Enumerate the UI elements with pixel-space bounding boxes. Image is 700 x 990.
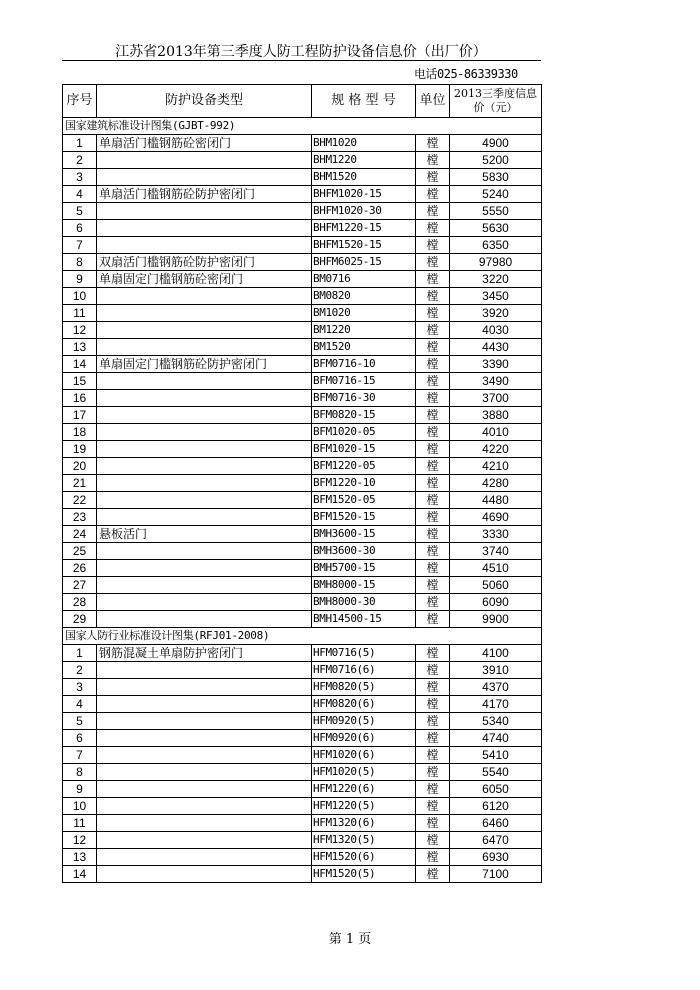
cell-price: 5540 — [450, 764, 542, 781]
cell-price: 6090 — [450, 594, 542, 611]
cell-type — [97, 543, 312, 560]
table-row — [63, 322, 542, 339]
cell-no: 13 — [63, 339, 97, 356]
cell-spec: HFM0820(6) — [312, 696, 416, 713]
cell-type — [97, 305, 312, 322]
cell-spec: BMH8000-30 — [312, 594, 416, 611]
cell-no: 4 — [63, 186, 97, 203]
cell-price: 4690 — [450, 509, 542, 526]
cell-no: 3 — [63, 169, 97, 186]
table-row — [63, 390, 542, 407]
cell-type — [97, 781, 312, 798]
cell-spec: BM1220 — [312, 322, 416, 339]
cell-price: 4480 — [450, 492, 542, 509]
cell-spec: BFM1220-05 — [312, 458, 416, 475]
cell-spec: HFM1220(6) — [312, 781, 416, 798]
cell-price: 6050 — [450, 781, 542, 798]
cell-spec: BHM1220 — [312, 152, 416, 169]
cell-no: 9 — [63, 271, 97, 288]
section-title: 国家建筑标准设计图集(GJBT-992) — [63, 118, 450, 135]
table-row — [63, 526, 542, 543]
cell-no: 14 — [63, 866, 97, 883]
cell-price: 5410 — [450, 747, 542, 764]
cell-unit: 樘 — [416, 577, 450, 594]
cell-no: 22 — [63, 492, 97, 509]
cell-spec: BFM1520-15 — [312, 509, 416, 526]
cell-unit: 樘 — [416, 509, 450, 526]
cell-price: 4900 — [450, 135, 542, 152]
cell-unit: 樘 — [416, 254, 450, 271]
cell-type — [97, 169, 312, 186]
cell-unit: 樘 — [416, 747, 450, 764]
table-row — [63, 543, 542, 560]
cell-spec: HFM0820(5) — [312, 679, 416, 696]
phone-number: 电话025-86339330 — [414, 67, 518, 81]
page-number: 第 1 页 — [328, 932, 372, 947]
cell-unit: 樘 — [416, 288, 450, 305]
cell-spec: BFM0716-15 — [312, 373, 416, 390]
cell-no: 7 — [63, 237, 97, 254]
cell-spec: BM1020 — [312, 305, 416, 322]
cell-price: 6350 — [450, 237, 542, 254]
cell-no: 26 — [63, 560, 97, 577]
cell-spec: BM0716 — [312, 271, 416, 288]
table-row — [63, 288, 542, 305]
cell-type — [97, 730, 312, 747]
cell-unit: 樘 — [416, 645, 450, 662]
cell-unit: 樘 — [416, 237, 450, 254]
cell-price: 3390 — [450, 356, 542, 373]
header-no: 序号 — [63, 85, 97, 118]
cell-spec: HFM0716(6) — [312, 662, 416, 679]
cell-type — [97, 288, 312, 305]
cell-type — [97, 832, 312, 849]
cell-type — [97, 475, 312, 492]
table-row — [63, 237, 542, 254]
cell-price: 3880 — [450, 407, 542, 424]
table-row — [63, 509, 542, 526]
cell-unit: 樘 — [416, 849, 450, 866]
cell-spec: BFM0716-10 — [312, 356, 416, 373]
table-row — [63, 577, 542, 594]
cell-spec: BFM1220-10 — [312, 475, 416, 492]
cell-no: 13 — [63, 849, 97, 866]
cell-unit: 樘 — [416, 407, 450, 424]
cell-type — [97, 237, 312, 254]
cell-spec: HFM0716(5) — [312, 645, 416, 662]
cell-unit: 樘 — [416, 696, 450, 713]
table-row — [63, 815, 542, 832]
cell-spec: HFM1220(5) — [312, 798, 416, 815]
header-price: 2013三季度信息价（元） — [450, 85, 542, 118]
cell-spec: HFM0920(6) — [312, 730, 416, 747]
cell-type: 单扇活门槛钢筋砼防护密闭门 — [97, 186, 312, 203]
cell-price: 5550 — [450, 203, 542, 220]
table-row — [63, 254, 542, 271]
cell-no: 2 — [63, 662, 97, 679]
cell-spec: BHM1020 — [312, 135, 416, 152]
cell-type — [97, 339, 312, 356]
table-row — [63, 152, 542, 169]
table-row — [63, 594, 542, 611]
cell-type — [97, 152, 312, 169]
cell-spec: BMH3600-30 — [312, 543, 416, 560]
cell-no: 25 — [63, 543, 97, 560]
cell-spec: BFM1020-15 — [312, 441, 416, 458]
table-row — [63, 356, 542, 373]
cell-spec: BHFM1520-15 — [312, 237, 416, 254]
header-unit: 单位 — [416, 85, 450, 118]
cell-unit: 樘 — [416, 220, 450, 237]
table-row — [63, 135, 542, 152]
cell-no: 8 — [63, 764, 97, 781]
cell-type — [97, 441, 312, 458]
cell-price: 5240 — [450, 186, 542, 203]
cell-spec: HFM1520(5) — [312, 866, 416, 883]
cell-no: 6 — [63, 730, 97, 747]
cell-no: 27 — [63, 577, 97, 594]
cell-unit: 樘 — [416, 764, 450, 781]
cell-unit: 樘 — [416, 713, 450, 730]
cell-price: 3920 — [450, 305, 542, 322]
cell-no: 11 — [63, 305, 97, 322]
cell-spec: HFM1320(6) — [312, 815, 416, 832]
cell-no: 23 — [63, 509, 97, 526]
cell-unit: 樘 — [416, 169, 450, 186]
table-row — [63, 203, 542, 220]
cell-no: 1 — [63, 645, 97, 662]
cell-spec: HFM1020(6) — [312, 747, 416, 764]
cell-no: 5 — [63, 713, 97, 730]
cell-price: 4370 — [450, 679, 542, 696]
cell-no: 11 — [63, 815, 97, 832]
cell-price: 4170 — [450, 696, 542, 713]
cell-type: 钢筋混凝土单扇防护密闭门 — [97, 645, 312, 662]
table-row — [63, 645, 542, 662]
cell-price: 4510 — [450, 560, 542, 577]
cell-spec: BHFM1020-15 — [312, 186, 416, 203]
table-row — [63, 781, 542, 798]
table-row — [63, 186, 542, 203]
cell-price: 5200 — [450, 152, 542, 169]
cell-no: 20 — [63, 458, 97, 475]
cell-unit: 樘 — [416, 832, 450, 849]
cell-spec: BFM0820-15 — [312, 407, 416, 424]
cell-price: 3330 — [450, 526, 542, 543]
table-row — [63, 441, 542, 458]
table-row — [63, 560, 542, 577]
cell-price: 6470 — [450, 832, 542, 849]
cell-type: 单扇固定门槛钢筋砼防护密闭门 — [97, 356, 312, 373]
cell-price: 97980 — [450, 254, 542, 271]
cell-price: 6460 — [450, 815, 542, 832]
cell-spec: BMH3600-15 — [312, 526, 416, 543]
cell-type — [97, 798, 312, 815]
cell-type — [97, 560, 312, 577]
cell-no: 7 — [63, 747, 97, 764]
cell-price: 6930 — [450, 849, 542, 866]
cell-unit: 樘 — [416, 356, 450, 373]
table-row — [63, 169, 542, 186]
cell-unit: 樘 — [416, 271, 450, 288]
table-row — [63, 492, 542, 509]
cell-type — [97, 458, 312, 475]
cell-price: 4280 — [450, 475, 542, 492]
table-row — [63, 271, 542, 288]
cell-unit: 樘 — [416, 373, 450, 390]
cell-unit: 樘 — [416, 458, 450, 475]
table-row — [63, 339, 542, 356]
cell-no: 18 — [63, 424, 97, 441]
section-title-tail — [450, 118, 542, 135]
cell-price: 4010 — [450, 424, 542, 441]
table-row — [63, 713, 542, 730]
cell-unit: 樘 — [416, 441, 450, 458]
cell-type — [97, 373, 312, 390]
cell-unit: 樘 — [416, 305, 450, 322]
cell-price: 4100 — [450, 645, 542, 662]
cell-spec: HFM1520(6) — [312, 849, 416, 866]
table-row — [63, 747, 542, 764]
cell-spec: BFM1020-05 — [312, 424, 416, 441]
cell-price: 5830 — [450, 169, 542, 186]
cell-unit: 樘 — [416, 798, 450, 815]
cell-spec: HFM1020(5) — [312, 764, 416, 781]
cell-no: 10 — [63, 798, 97, 815]
cell-no: 12 — [63, 832, 97, 849]
cell-type: 双扇活门槛钢筋砼防护密闭门 — [97, 254, 312, 271]
cell-type — [97, 203, 312, 220]
document-title: 江苏省2013年第三季度人防工程防护设备信息价（出厂价） — [115, 44, 487, 60]
cell-price: 3490 — [450, 373, 542, 390]
table-row — [63, 730, 542, 747]
cell-no: 19 — [63, 441, 97, 458]
table-row — [63, 798, 542, 815]
cell-unit: 樘 — [416, 186, 450, 203]
cell-unit: 樘 — [416, 560, 450, 577]
table-body — [63, 118, 542, 883]
cell-type — [97, 849, 312, 866]
cell-unit: 樘 — [416, 322, 450, 339]
cell-type — [97, 747, 312, 764]
cell-no: 4 — [63, 696, 97, 713]
table-header — [63, 85, 542, 118]
cell-unit: 樘 — [416, 730, 450, 747]
cell-no: 12 — [63, 322, 97, 339]
cell-unit: 樘 — [416, 781, 450, 798]
cell-price: 5630 — [450, 220, 542, 237]
cell-no: 3 — [63, 679, 97, 696]
cell-unit: 樘 — [416, 679, 450, 696]
cell-price: 4220 — [450, 441, 542, 458]
title-underline — [62, 60, 541, 61]
cell-type — [97, 713, 312, 730]
cell-spec: HFM1320(5) — [312, 832, 416, 849]
cell-no: 14 — [63, 356, 97, 373]
cell-unit: 樘 — [416, 662, 450, 679]
cell-type — [97, 866, 312, 883]
cell-type — [97, 407, 312, 424]
cell-type — [97, 696, 312, 713]
table-row — [63, 611, 542, 628]
cell-spec: HFM0920(5) — [312, 713, 416, 730]
cell-type — [97, 509, 312, 526]
cell-type — [97, 424, 312, 441]
cell-unit: 樘 — [416, 815, 450, 832]
cell-unit: 樘 — [416, 475, 450, 492]
cell-unit: 樘 — [416, 594, 450, 611]
cell-spec: BFM0716-30 — [312, 390, 416, 407]
table-row — [63, 696, 542, 713]
cell-type — [97, 662, 312, 679]
table-row — [63, 866, 542, 883]
table-row — [63, 475, 542, 492]
cell-price: 3700 — [450, 390, 542, 407]
cell-spec: BHFM1220-15 — [312, 220, 416, 237]
cell-type: 悬板活门 — [97, 526, 312, 543]
cell-price: 3740 — [450, 543, 542, 560]
cell-price: 4740 — [450, 730, 542, 747]
header-type: 防护设备类型 — [97, 85, 312, 118]
cell-spec: BFM1520-05 — [312, 492, 416, 509]
cell-type — [97, 815, 312, 832]
cell-no: 17 — [63, 407, 97, 424]
cell-unit: 樘 — [416, 203, 450, 220]
cell-no: 16 — [63, 390, 97, 407]
cell-type — [97, 764, 312, 781]
cell-type: 单扇固定门槛钢筋砼密闭门 — [97, 271, 312, 288]
cell-unit: 樘 — [416, 424, 450, 441]
cell-type — [97, 220, 312, 237]
cell-unit: 樘 — [416, 543, 450, 560]
price-table — [62, 84, 542, 883]
cell-price: 5060 — [450, 577, 542, 594]
cell-unit: 樘 — [416, 339, 450, 356]
cell-no: 6 — [63, 220, 97, 237]
cell-no: 21 — [63, 475, 97, 492]
table-row — [63, 832, 542, 849]
cell-spec: BMH14500-15 — [312, 611, 416, 628]
table-row — [63, 424, 542, 441]
cell-price: 3910 — [450, 662, 542, 679]
cell-price: 5340 — [450, 713, 542, 730]
cell-price: 4430 — [450, 339, 542, 356]
cell-price: 7100 — [450, 866, 542, 883]
table-row — [63, 662, 542, 679]
header-row — [63, 85, 542, 118]
cell-price: 4030 — [450, 322, 542, 339]
cell-no: 15 — [63, 373, 97, 390]
cell-unit: 樘 — [416, 866, 450, 883]
cell-type — [97, 322, 312, 339]
cell-price: 4210 — [450, 458, 542, 475]
cell-unit: 樘 — [416, 390, 450, 407]
cell-spec: BMH8000-15 — [312, 577, 416, 594]
cell-spec: BHFM1020-30 — [312, 203, 416, 220]
section-title: 国家人防行业标准设计图集(RFJ01-2008) — [63, 628, 450, 645]
cell-type — [97, 611, 312, 628]
cell-price: 3450 — [450, 288, 542, 305]
table-row — [63, 305, 542, 322]
cell-type — [97, 679, 312, 696]
cell-price: 6120 — [450, 798, 542, 815]
table-row — [63, 849, 542, 866]
cell-no: 29 — [63, 611, 97, 628]
cell-type — [97, 577, 312, 594]
cell-no: 2 — [63, 152, 97, 169]
cell-no: 5 — [63, 203, 97, 220]
cell-no: 1 — [63, 135, 97, 152]
cell-unit: 樘 — [416, 152, 450, 169]
section-title-tail — [450, 628, 542, 645]
cell-price: 3220 — [450, 271, 542, 288]
cell-unit: 樘 — [416, 492, 450, 509]
cell-unit: 樘 — [416, 526, 450, 543]
table-row — [63, 679, 542, 696]
cell-price: 9900 — [450, 611, 542, 628]
table-row — [63, 220, 542, 237]
table-row — [63, 407, 542, 424]
section-row — [63, 628, 542, 645]
cell-spec: BHFM6025-15 — [312, 254, 416, 271]
header-spec: 规 格 型 号 — [312, 85, 416, 118]
cell-type — [97, 492, 312, 509]
cell-unit: 樘 — [416, 135, 450, 152]
table-row — [63, 373, 542, 390]
cell-type: 单扇活门槛钢筋砼密闭门 — [97, 135, 312, 152]
cell-no: 24 — [63, 526, 97, 543]
cell-unit: 樘 — [416, 611, 450, 628]
cell-no: 9 — [63, 781, 97, 798]
table-row — [63, 458, 542, 475]
section-row — [63, 118, 542, 135]
cell-type — [97, 594, 312, 611]
cell-no: 10 — [63, 288, 97, 305]
cell-spec: BMH5700-15 — [312, 560, 416, 577]
table-row — [63, 764, 542, 781]
cell-spec: BM1520 — [312, 339, 416, 356]
cell-spec: BM0820 — [312, 288, 416, 305]
cell-no: 28 — [63, 594, 97, 611]
cell-spec: BHM1520 — [312, 169, 416, 186]
cell-type — [97, 390, 312, 407]
cell-no: 8 — [63, 254, 97, 271]
